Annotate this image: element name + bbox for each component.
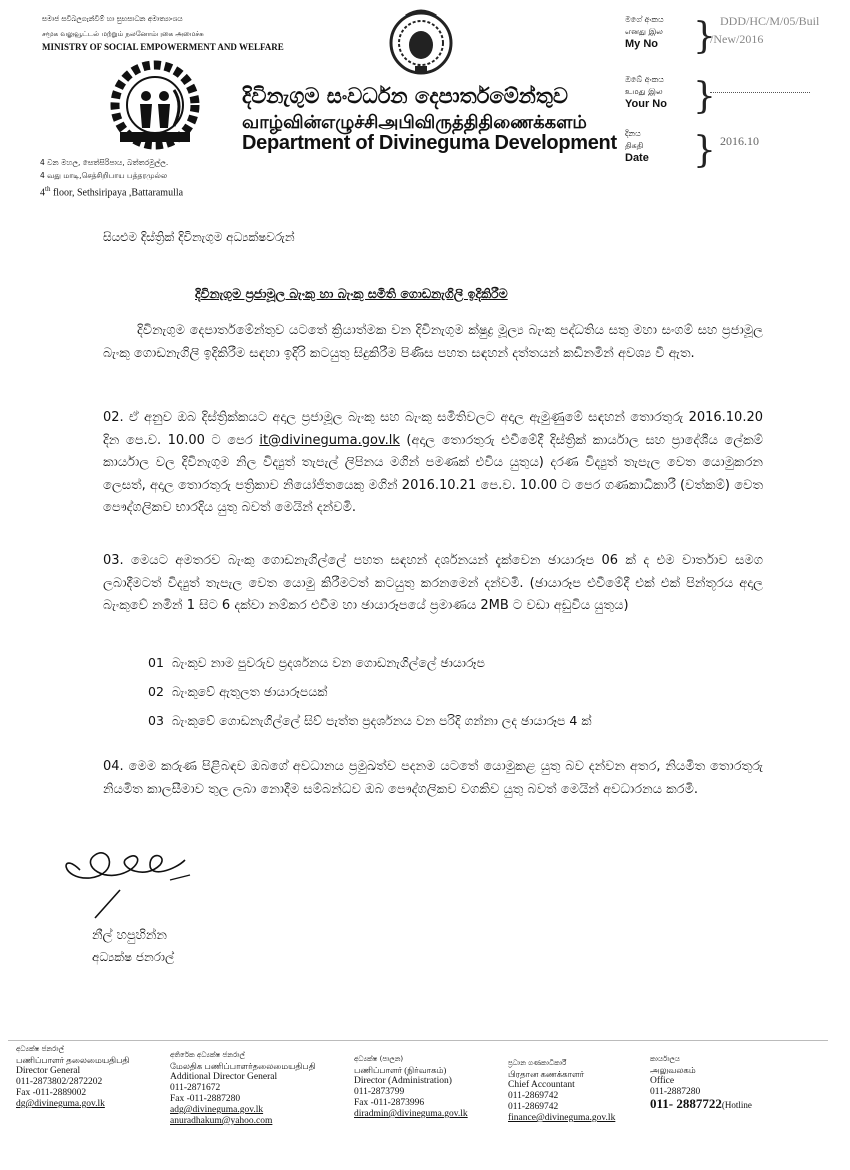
footer-divider [8,1040,828,1041]
letter-subject: දිවිනැගුම ප්‍රජාමූල බැංකු හා බැංකු සමිති ගොඩනැගිලි ඉදිකිරීම [195,286,508,301]
my-no-value-2: /New/2016 [710,32,764,46]
date-block: දිනය திகதி Date } 2016.10 [625,129,759,171]
adg-email2-link[interactable]: anuradhakum@yahoo.com [170,1116,273,1126]
ministry-name-sinhala: සමාජ සවිබලගැන්වීම් හා සුභසාධන අමාත්‍යාංශය [42,15,183,23]
national-emblem-icon [388,8,454,78]
email-link[interactable]: it@divineguma.gov.lk [259,432,400,448]
list-item: 02 බැංකුවේ ඇතුලත ඡායාරූපයක් [148,684,328,699]
hotline-number: 011- 2887722(Hotline [650,1096,752,1111]
list-item: 01 බැංකුව නාම පුවරුව ප්‍රදර්ශනය වන ගොඩනැගිල්ලේ ඡායාරූප [148,655,485,670]
signatory-name: නීල් හපුහින්න [92,928,167,943]
address-english: 4th floor, Sethsiripaya ,Battaramulla [40,185,184,199]
my-no-value-1: DDD/HC/M/05/Buil [720,14,820,28]
address-sinhala: 4 වන මහල, සෙත්සිරිපාය, බත්තරමුල්ල. [40,158,169,167]
paragraph-2: 02. ඒ අනුව ඔබ දිස්ත්‍රික්කයට අදාල ප්‍රජාමූල බැංකු සහ බැංකු සමිතිවලට අදාල ඇමුණුමේ සඳහන් තොරතුරු 2016.10.20 දින පෙ.ව. 10.00 ට පෙර it@divineguma.gov.lk (අදාල තොරතුරු එවීමේදී දිස්ත්‍රික් කාර්යාල සහ ප්‍රාදේශීය ලේකම් කාර්යාල වල දිවිනැගුම නිල විද්‍යුත් තැපැල් ලිපිනය මගින් පමණක් එවිය යුතුය) දරණ විද්‍යුත් තැපැල වෙත යොමුකරන ලෙසත්, අදාල තොරතුරු පත්‍රිකාව නියෝජිතයෙකු මගින් 2016.10.21 පෙ.ව. 10.00 ට පෙර ගණකාධිකාරී (වත්කම්) වෙත පෞද්ගලිකව භාරදිය යුතු බවත් මෙයින් දන්වමි. [103,410,764,515]
paragraph-1: දිවිනැගුම දෙපාර්තමේන්තුව යටතේ ක්‍රියාත්මක වන දිවිනැගුම ක්ෂුද්‍ර මූල්‍ය බැංකු පද්ධතිය සතු මහා සංගම් සහ ප්‍රජාමූල බැංකු ගොඩනැගිලි ඉදිකිරීම සඳහා ඉදිරි කටයුතු සිදුකිරීම පිණිස පහත සඳහන් දත්තයන් කඩිනමින් අවශ්‍ය වී ඇත. [103,323,763,361]
department-name-tamil: வாழ்வின்எழுச்சிஅபிவிருத்திதிணைக்களம் [242,112,587,133]
my-no-block: මගේ අංකය எனது இல My No } DDD/HC/M/05/Buil /New/2016 [625,14,820,57]
handwritten-signature [50,830,210,920]
footer-additional-director-general: අතිරේක අධ්‍යක්ෂ ජනරාල් மேலதிக பணிப்பாளர்தலைமையதிபதி Additional Director General 011-2871672 Fax -011-2887280 adg@divineguma.gov.lk anuradhakum@yahoo.com [170,1050,330,1127]
finance-email-link[interactable]: finance@divineguma.gov.lk [508,1113,616,1123]
photo-list [148,655,748,742]
dg-email-link[interactable]: dg@divineguma.gov.lk [16,1099,105,1109]
signatory-title: අධ්‍යක්ෂ ජනරාල් [92,950,175,964]
your-no-block: ඔබේ අංකය உமது இல Your No } [625,74,830,122]
footer-chief-accountant: ප්‍රධාන ගණකාධිකාරී பிரதான கணக்காளர் Chief Accountant 011-2869742 011-2869742 finance@divineguma.gov.lk [508,1058,648,1124]
salutation: සියළුම දිස්ත්‍රික් දිවිනැගුම අධ්‍යක්ෂවරුන් [103,230,295,244]
footer-office: කාර්යාලය அலுவலகம் Office 011-2887280 011- 2887722(Hotline [650,1054,830,1111]
list-item: 03 බැංකුවේ ගොඩනැගිල්ලේ සිව් පැත්ත ප්‍රදර්ශනය වන පරිදි ගන්නා ලද ඡායාරූප 4 ක් [148,713,592,728]
ministry-name-tamil: சமூக வலுவூட்டல் மற்றும் நலனோம்புகை அமைச்சு [42,30,204,38]
paragraph-4: 04. මෙම කරුණ පිළිබඳව ඔබගේ අවධානය ප්‍රමුඛත්ව පදනම යටතේ යොමුකළ යුතු බව දන්වන අතර, නියමිත තොරතුරු නියමිත කාලසීමාව තුල ලබා නොදීම සම්බන්ධව ඔබ පෞද්ගලිකව වගකිව යුතු බවත් මෙයින් අවධාරනය කරමි. [103,759,763,797]
department-name-english: Department of Divineguma Development [242,132,617,154]
address-tamil: 4 வது மாடி,செத்சிறிபாய பத்தரமுல்ல [40,171,168,180]
footer-director-admin: අධ්‍යක්ෂ (පාලන) பணிப்பாளர் (நிர்வாகம்) Director (Administration) 011-2873799 Fax -011-2873996 diradmin@divineguma.gov.lk [354,1054,494,1120]
footer-director-general: අධ්‍යක්ෂ ජනරාල් பணிப்பாளர் தலைமையதிபதி Director General 011-2873802/2872202 Fax -011-2889002 dg@divineguma.gov.lk [16,1044,146,1110]
diradmin-email-link[interactable]: diradmin@divineguma.gov.lk [354,1109,468,1119]
paragraph-3: 03. මෙයට අමතරව බැංකු ගොඩනැගිල්ලේ පහත සඳහන් දර්ශනයන් දැක්වෙන ඡායාරූප 06 ක් ද එම වාර්තාව සමග ලබාදීමටත් විද්‍යුත් තැපැල වෙත යොමු කිරීමටත් කටයුතු කරනමෙන් දන්වමි. (ඡායාරූප එවීමේදී එක් එක් පින්තූරය අදාල බැංකුවේ නමින් 1 සිට 6 දක්වා නම්කර එවීම හා ඡායාරූපයේ ප්‍රමාණය 2MB ට වඩා අඩුවිය යුතුය) [103,553,763,613]
department-name-sinhala: දිවිනැගුම සංවර්ධන දෙපාර්තමේන්තුව [242,84,568,108]
department-logo-icon [110,60,200,150]
adg-email-link[interactable]: adg@divineguma.gov.lk [170,1105,264,1115]
ministry-name-english: MINISTRY OF SOCIAL EMPOWERMENT AND WELFARE [42,42,284,52]
date-value: 2016.10 [720,134,759,148]
